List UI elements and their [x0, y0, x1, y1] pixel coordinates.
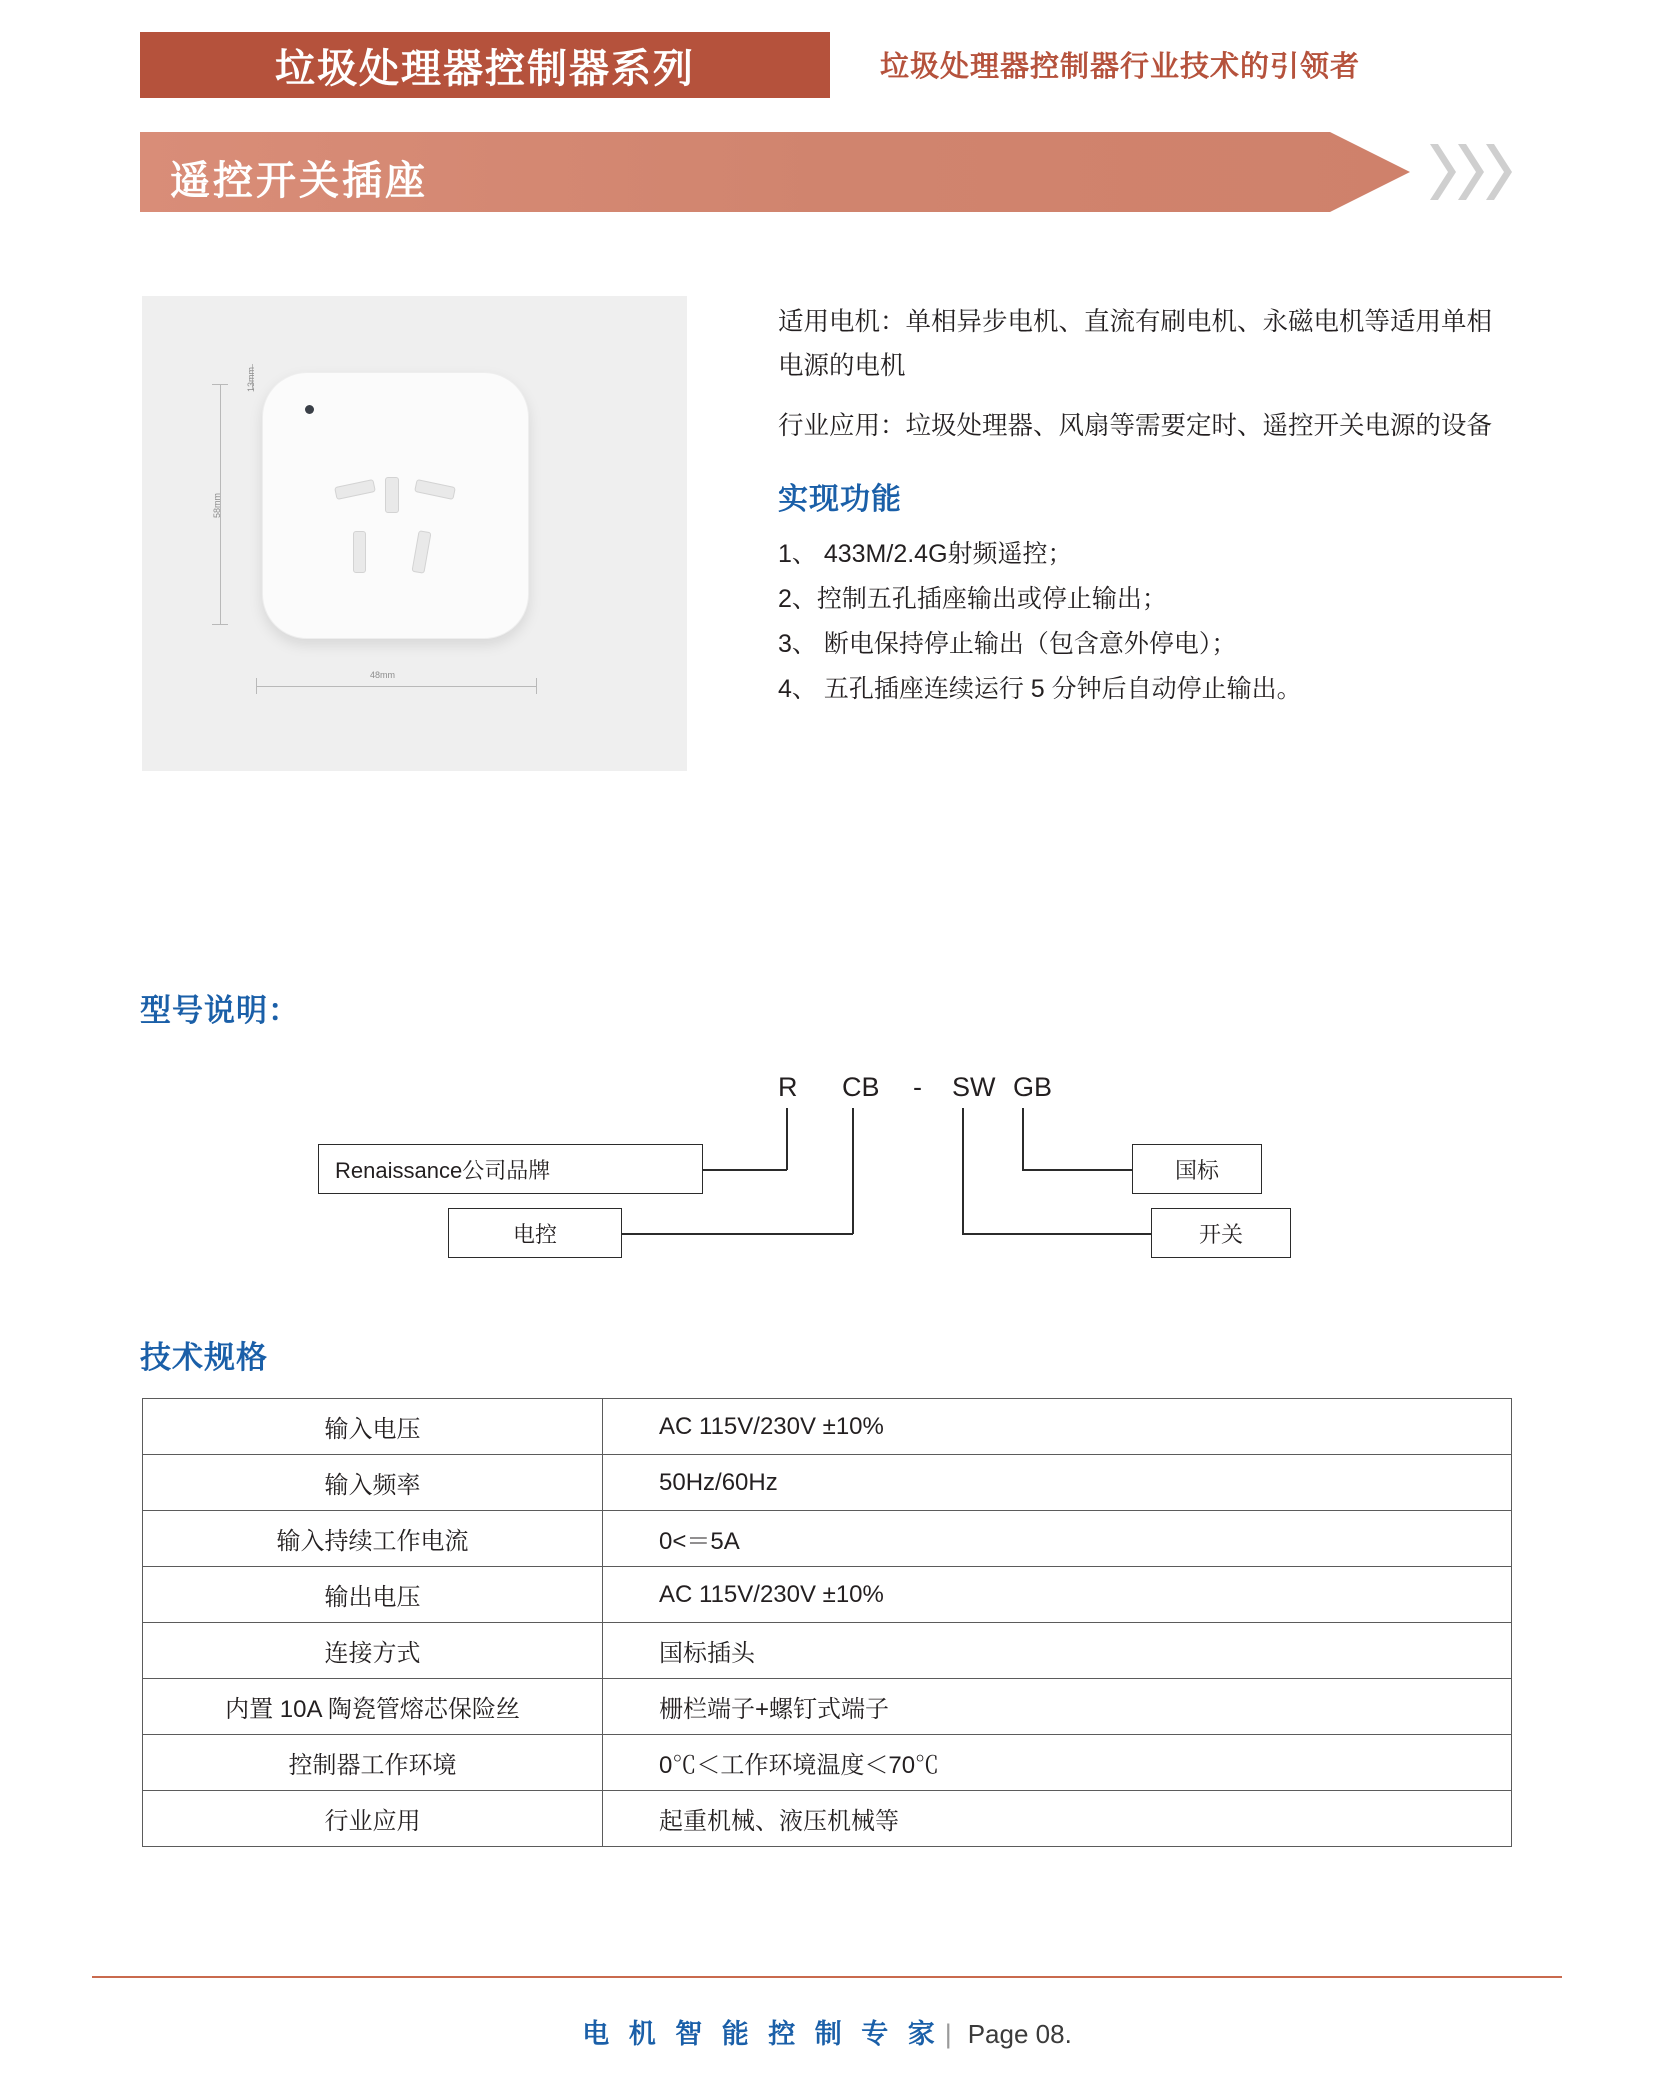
spec-key: 输入持续工作电流 [143, 1511, 603, 1567]
socket-slot [411, 530, 431, 574]
dimension-label-thickness: 13mm [246, 366, 256, 392]
socket-slot [353, 531, 366, 573]
spec-table [142, 1398, 1512, 1847]
header-badge-label: 垃圾处理器控制器系列 [275, 46, 695, 91]
section-title: 遥控开关插座 [170, 159, 428, 203]
chevron-right-icon [1430, 144, 1456, 200]
leader-line [786, 1108, 788, 1170]
spec-value: 国标插头 [603, 1623, 1512, 1679]
chevron-right-icon [1458, 144, 1484, 200]
header-tagline: 垃圾处理器控制器行业技术的引领者 [880, 51, 1361, 83]
model-box-national-standard: 国标 [1132, 1144, 1262, 1194]
product-photo [142, 296, 687, 771]
section-title-bar [140, 132, 1420, 212]
dimension-tick [212, 624, 228, 625]
leader-line [852, 1108, 854, 1234]
leader-line [1022, 1169, 1132, 1171]
list-item: 3、 断电保持停止输出（包含意外停电）； [778, 630, 1237, 658]
spec-key: 连接方式 [143, 1623, 603, 1679]
footer-slogan: 电 机 智 能 控 制 专 家 [582, 2019, 941, 2049]
table-row [143, 1735, 1512, 1791]
model-token-sw: SW [952, 1072, 996, 1102]
table-row [143, 1791, 1512, 1847]
model-code-diagram [335, 1072, 1300, 1282]
socket-illustration [262, 372, 529, 639]
list-item: 4、 五孔插座连续运行 5 分钟后自动停止输出。 [778, 675, 1302, 703]
list-item: 1、 433M/2.4G射频遥控； [778, 540, 1073, 568]
model-token-dash: - [913, 1072, 922, 1102]
table-row [143, 1455, 1512, 1511]
spec-key: 输入电压 [143, 1399, 603, 1455]
model-heading: 型号说明： [140, 993, 300, 1028]
leader-line [703, 1169, 787, 1171]
leader-line [1022, 1108, 1024, 1170]
page-header [0, 18, 1654, 90]
spec-value: AC 115V/230V ±10% [603, 1567, 1512, 1623]
spec-key: 控制器工作环境 [143, 1735, 603, 1791]
model-token-cb: CB [842, 1072, 880, 1102]
table-row [143, 1399, 1512, 1455]
socket-slot [414, 479, 456, 500]
model-token-gb: GB [1013, 1072, 1053, 1102]
model-token-r: R [778, 1072, 798, 1102]
description-paragraph: 行业应用：垃圾处理器、风扇等需要定时、遥控开关电源的设备 [778, 412, 1493, 440]
dimension-tick [212, 384, 228, 385]
description-paragraph: 适用电机：单相异步电机、直流有刷电机、永磁电机等适用单相电源的电机 [778, 308, 1493, 380]
spec-key: 输入频率 [143, 1455, 603, 1511]
list-item: 2、控制五孔插座输出或停止输出； [778, 585, 1167, 613]
socket-slot [385, 477, 399, 513]
model-box-switch: 开关 [1151, 1208, 1291, 1258]
page-footer [0, 2012, 1654, 2051]
page-number: Page 08. [967, 2019, 1072, 2049]
footer-divider [92, 1976, 1562, 1978]
product-description [778, 300, 1503, 712]
spec-heading: 技术规格 [140, 1340, 268, 1375]
spec-key: 内置 10A 陶瓷管熔芯保险丝 [143, 1679, 603, 1735]
dimension-line-horizontal [256, 686, 536, 687]
socket-slot [334, 479, 376, 500]
chevron-right-icon [1486, 144, 1512, 200]
spec-value: 50Hz/60Hz [603, 1455, 1512, 1511]
spec-value: 0℃＜工作环境温度＜70℃ [603, 1735, 1512, 1791]
dimension-tick [536, 678, 537, 694]
functions-list [778, 532, 1503, 712]
dimension-tick [256, 678, 257, 694]
dimension-label-width: 48mm [370, 670, 396, 680]
leader-line [962, 1233, 1151, 1235]
dimension-label-height: 58mm [212, 492, 222, 518]
model-box-control: 电控 [448, 1208, 622, 1258]
table-row [143, 1567, 1512, 1623]
table-row [143, 1679, 1512, 1735]
leader-line [622, 1233, 853, 1235]
table-row [143, 1623, 1512, 1679]
led-indicator-icon [305, 405, 314, 414]
model-code-row [400, 1072, 1300, 1106]
functions-heading: 实现功能 [778, 483, 902, 516]
spec-value: 栅栏端子+螺钉式端子 [603, 1679, 1512, 1735]
header-badge [140, 32, 830, 98]
model-box-brand: Renaissance公司品牌 [318, 1144, 703, 1194]
spec-value: 起重机械、液压机械等 [603, 1791, 1512, 1847]
spec-key: 输出电压 [143, 1567, 603, 1623]
table-row [143, 1511, 1512, 1567]
leader-line [962, 1108, 964, 1234]
spec-value: AC 115V/230V ±10% [603, 1399, 1512, 1455]
footer-separator: | [944, 2019, 958, 2049]
spec-value: 0<＝5A [603, 1511, 1512, 1567]
spec-key: 行业应用 [143, 1791, 603, 1847]
